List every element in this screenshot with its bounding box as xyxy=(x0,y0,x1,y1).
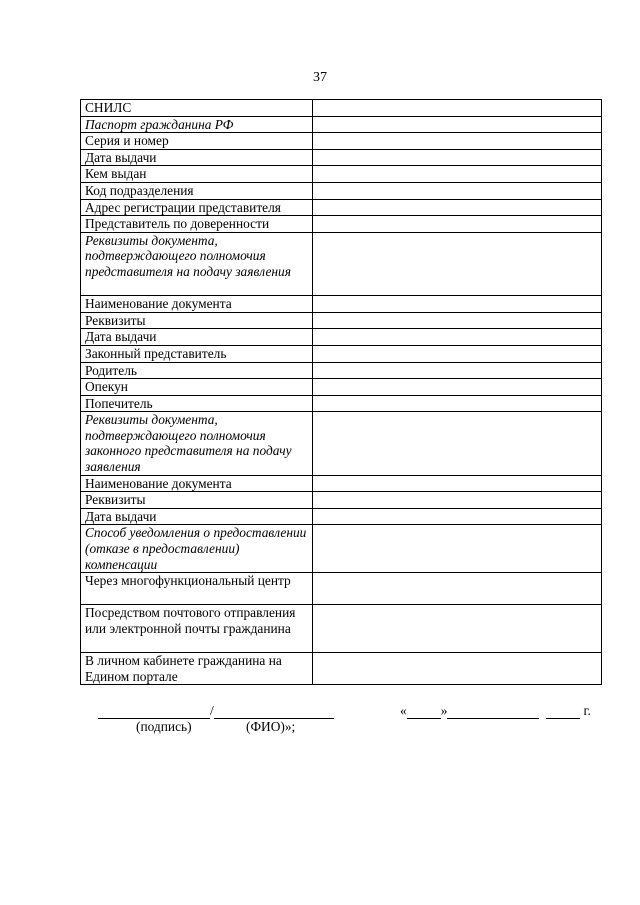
fio-line[interactable] xyxy=(214,705,334,719)
form-row xyxy=(81,525,602,573)
form-row-label: Дата выдачи xyxy=(81,329,313,346)
form-row-label: Представитель по доверенности xyxy=(81,216,313,233)
form-row xyxy=(81,573,602,605)
form-row-label: Реквизиты документа, подтверждающего полномочия законного представителя на подачу заявления xyxy=(81,412,313,475)
form-row-label: Дата выдачи xyxy=(81,508,313,525)
form-row-label: Наименование документа xyxy=(81,296,313,313)
form-row xyxy=(81,475,602,492)
form-row-value[interactable] xyxy=(313,133,602,150)
form-row xyxy=(81,216,602,233)
form-row xyxy=(81,412,602,475)
form-row-value[interactable] xyxy=(313,475,602,492)
date-block xyxy=(400,703,591,719)
form-row-value[interactable] xyxy=(313,525,602,573)
date-close-quote: » xyxy=(440,703,448,718)
signature-block xyxy=(98,703,334,719)
form-row-value[interactable] xyxy=(313,312,602,329)
form-row xyxy=(81,653,602,685)
form-row-value[interactable] xyxy=(313,492,602,509)
form-row xyxy=(81,508,602,525)
form-row xyxy=(81,100,602,117)
form-row-value[interactable] xyxy=(313,116,602,133)
form-row-value[interactable] xyxy=(313,362,602,379)
form-row-label: Реквизиты xyxy=(81,492,313,509)
signature-slash: / xyxy=(210,703,214,718)
form-row-label: Дата выдачи xyxy=(81,149,313,166)
form-row-value[interactable] xyxy=(313,379,602,396)
form-row xyxy=(81,362,602,379)
form-row xyxy=(81,605,602,653)
form-row-label: Наименование документа xyxy=(81,475,313,492)
form-row-label: Способ уведомления о предоставлении (отказе в предоставлении) компенсации xyxy=(81,525,313,573)
form-body xyxy=(81,100,602,685)
form-row-value[interactable] xyxy=(313,149,602,166)
form-row-value[interactable] xyxy=(313,199,602,216)
application-form-table xyxy=(80,99,602,685)
form-row-label: Кем выдан xyxy=(81,166,313,183)
form-row-value[interactable] xyxy=(313,166,602,183)
form-row-value[interactable] xyxy=(313,232,602,295)
form-row-value[interactable] xyxy=(313,605,602,653)
form-row xyxy=(81,149,602,166)
form-row xyxy=(81,312,602,329)
date-day-line[interactable] xyxy=(407,705,441,719)
form-row-label: СНИЛС xyxy=(81,100,313,117)
form-row-value[interactable] xyxy=(313,182,602,199)
form-row-label: Реквизиты документа, подтверждающего полномочия представителя на подачу заявления xyxy=(81,232,313,295)
form-row-label: Реквизиты xyxy=(81,312,313,329)
form-row-label: В личном кабинете гражданина на Едином портале xyxy=(81,653,313,685)
form-row xyxy=(81,166,602,183)
form-row xyxy=(81,345,602,362)
form-row-value[interactable] xyxy=(313,395,602,412)
form-row-label: Паспорт гражданина РФ xyxy=(81,116,313,133)
form-row-label: Посредством почтового отправления или электронной почты гражданина xyxy=(81,605,313,653)
year-suffix: г. xyxy=(583,703,591,718)
form-row-label: Код подразделения xyxy=(81,182,313,199)
form-row xyxy=(81,395,602,412)
form-row-value[interactable] xyxy=(313,653,602,685)
form-row-label: Серия и номер xyxy=(81,133,313,150)
date-open-quote: « xyxy=(400,703,407,718)
form-row-value[interactable] xyxy=(313,100,602,117)
form-row-value[interactable] xyxy=(313,216,602,233)
form-row xyxy=(81,182,602,199)
form-row-label: Попечитель xyxy=(81,395,313,412)
form-row-value[interactable] xyxy=(313,345,602,362)
form-row xyxy=(81,133,602,150)
fio-caption: (ФИО)»; xyxy=(246,719,296,734)
form-row-label: Через многофункциональный центр xyxy=(81,573,313,605)
page-number: 37 xyxy=(313,70,327,85)
signature-line[interactable] xyxy=(98,705,210,719)
form-row-value[interactable] xyxy=(313,329,602,346)
form-row xyxy=(81,116,602,133)
form-row-label: Родитель xyxy=(81,362,313,379)
form-row xyxy=(81,296,602,313)
form-row-label: Законный представитель xyxy=(81,345,313,362)
form-row xyxy=(81,329,602,346)
form-row xyxy=(81,199,602,216)
form-row-value[interactable] xyxy=(313,573,602,605)
date-month-line[interactable] xyxy=(447,705,539,719)
form-row xyxy=(81,379,602,396)
form-row-value[interactable] xyxy=(313,296,602,313)
form-row-label: Опекун xyxy=(81,379,313,396)
form-row-label: Адрес регистрации представителя xyxy=(81,199,313,216)
form-row xyxy=(81,492,602,509)
signature-caption: (подпись) xyxy=(136,719,192,734)
form-row xyxy=(81,232,602,295)
form-row-value[interactable] xyxy=(313,508,602,525)
date-year-line[interactable] xyxy=(546,705,580,719)
form-row-value[interactable] xyxy=(313,412,602,475)
